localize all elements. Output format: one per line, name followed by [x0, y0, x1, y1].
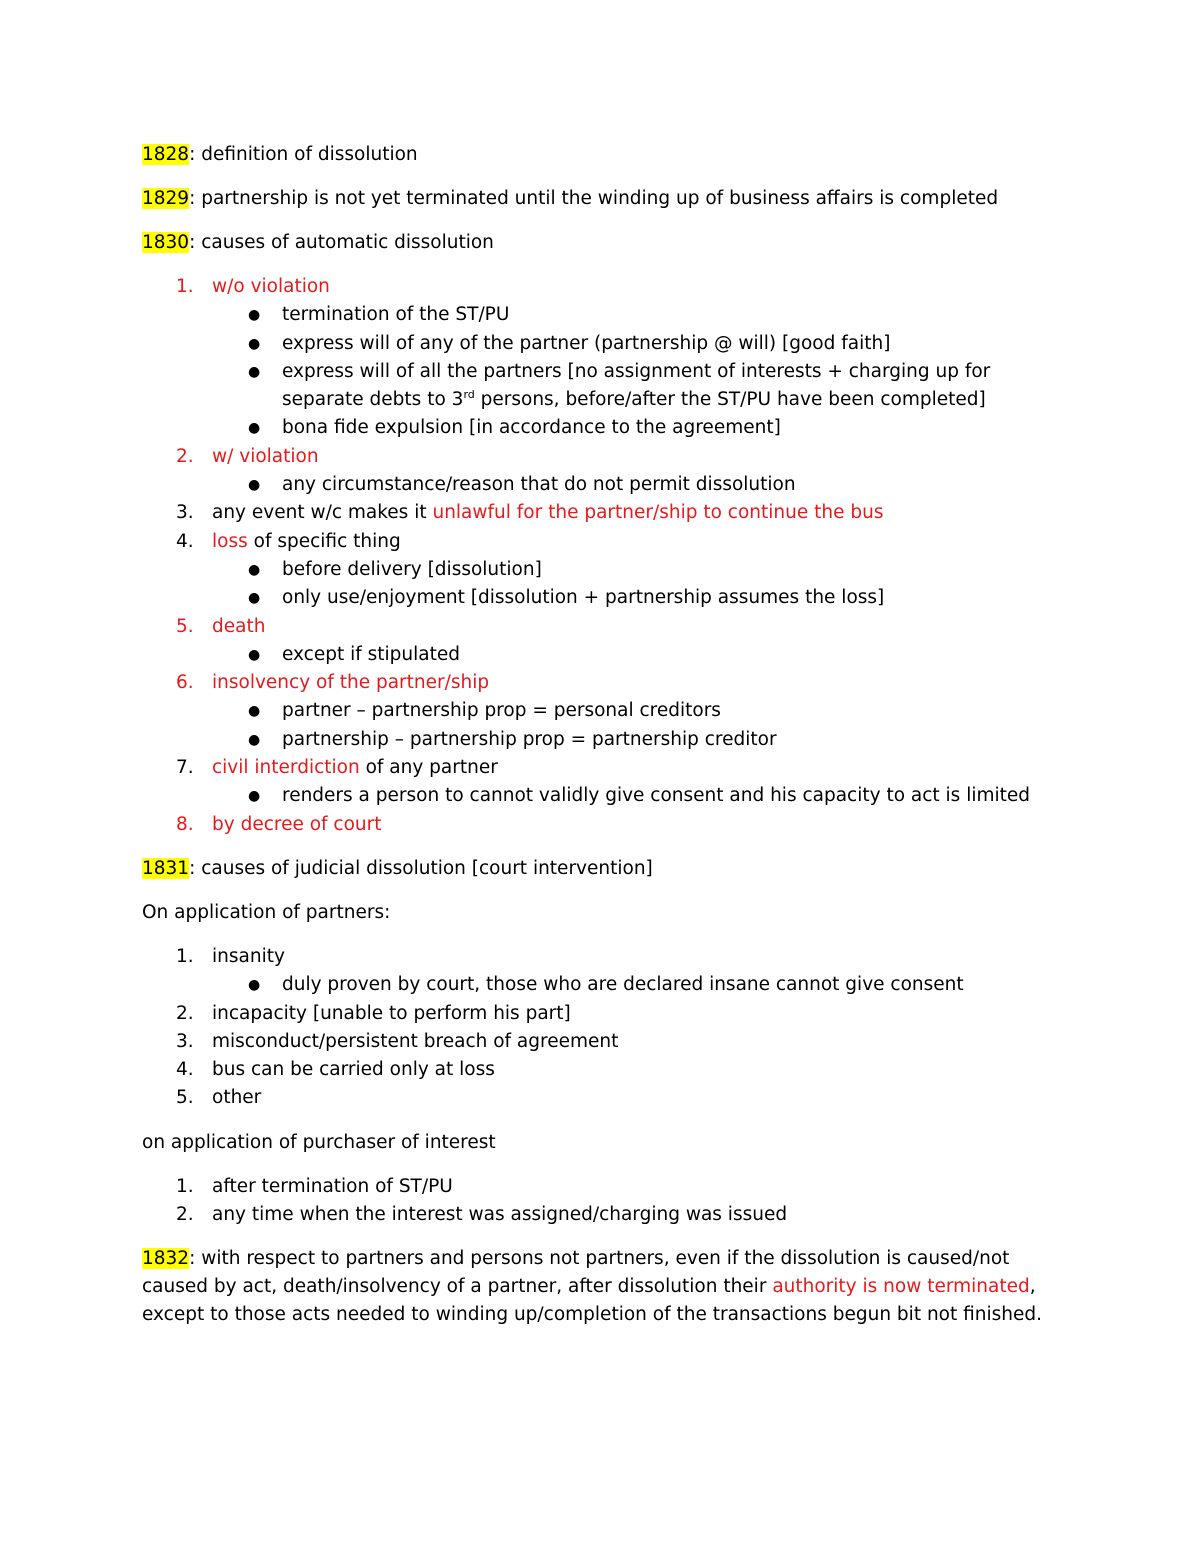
bullet-item: ● bona fide expulsion [in accordance to the agreement]	[212, 414, 1062, 442]
item-text: of specific thing	[247, 530, 401, 552]
item-number: 3.	[176, 502, 194, 524]
bullet-list	[212, 697, 1062, 754]
article-text: : causes of automatic dissolution	[189, 232, 494, 253]
list-item	[142, 499, 1062, 527]
article-number: 1831	[142, 857, 190, 879]
bullet-list	[212, 471, 1062, 499]
bullet-icon: ●	[248, 561, 261, 578]
item-text: after termination of ST/PU	[212, 1175, 453, 1197]
item-number: 3.	[176, 1030, 194, 1052]
bullet-item: ● except if stipulated	[212, 641, 1062, 669]
list-item	[142, 1028, 1062, 1056]
bullet-item: ● termination of the ST/PU	[212, 301, 1062, 329]
article-text: , except to those acts needed to winding up/completion of the transactions begun bit not finished.	[142, 1276, 1043, 1326]
list-item	[142, 1000, 1062, 1028]
superscript: rd	[463, 388, 475, 402]
bullet-list	[212, 971, 1062, 999]
bullet-icon: ●	[248, 477, 261, 494]
bullet-icon: ●	[248, 363, 261, 380]
item-number: 5.	[176, 1087, 194, 1109]
list-item	[142, 1056, 1062, 1084]
bullet-icon: ●	[248, 307, 261, 324]
list-item	[142, 613, 1062, 670]
bullet-item: ● partner – partnership prop = personal creditors	[212, 697, 1062, 725]
bullet-list	[212, 556, 1062, 613]
list-item	[142, 443, 1062, 500]
item-number: 1.	[176, 276, 194, 297]
article-number: 1832	[142, 1248, 190, 1270]
article-text: : causes of judicial dissolution [court intervention]	[189, 857, 653, 879]
item-number: 4.	[176, 530, 194, 552]
article-1831	[142, 855, 1062, 883]
bullet-list	[212, 782, 1062, 810]
bullet-icon: ●	[248, 590, 261, 607]
article-text: : partnership is not yet terminated until the winding up of business affairs is completed	[189, 188, 999, 209]
item-title: insolvency of the partner/ship	[212, 672, 490, 694]
item-number: 5.	[176, 615, 194, 637]
bullet-list	[212, 641, 1062, 669]
bullet-icon: ●	[248, 420, 261, 437]
item-text: other	[212, 1087, 262, 1109]
item-text: incapacity [unable to perform his part]	[212, 1002, 571, 1024]
item-text: insanity	[212, 945, 285, 967]
section-heading: On application of partners:	[142, 901, 391, 923]
list-item	[142, 943, 1062, 1000]
item-number: 1.	[176, 945, 194, 967]
item-number: 7.	[176, 757, 194, 779]
article-1829	[142, 185, 1062, 213]
item-emphasis: civil interdiction	[212, 757, 360, 779]
item-title: by decree of court	[212, 813, 382, 835]
article-number: 1829	[142, 188, 190, 209]
item-number: 2.	[176, 445, 194, 467]
bullet-icon: ●	[248, 977, 261, 994]
bullet-item: ● before delivery [dissolution]	[212, 556, 1062, 584]
article-text: : definition of dissolution	[189, 144, 418, 165]
item-text: bus can be carried only at loss	[212, 1059, 495, 1081]
item-number: 6.	[176, 672, 194, 694]
article-number: 1828	[142, 144, 190, 165]
section-heading: on application of purchaser of interest	[142, 1131, 496, 1153]
bullet-icon: ●	[248, 646, 261, 663]
list-item	[142, 669, 1062, 754]
list-item	[142, 273, 1062, 443]
item-title: w/o violation	[212, 276, 330, 297]
bullet-icon: ●	[248, 788, 261, 805]
article-number: 1830	[142, 232, 190, 253]
item-number: 8.	[176, 813, 194, 835]
bullet-icon: ●	[248, 703, 261, 720]
list-item	[142, 1173, 1062, 1201]
item-emphasis: loss	[212, 530, 248, 552]
article-emphasis: authority is now terminated	[772, 1276, 1030, 1298]
bullet-item: ● renders a person to cannot validly give consent and his capacity to act is limited	[212, 782, 1062, 810]
article-1832	[142, 1245, 1062, 1329]
partners-application-list	[142, 943, 1062, 1113]
item-number: 2.	[176, 1204, 194, 1226]
document-body	[142, 141, 1062, 1345]
article-text: : with respect to partners and persons not partners, even if the dissolution is caused/not caused by act, death/insolvency of a partner, after dissolution their	[142, 1248, 1010, 1298]
list-item	[142, 754, 1062, 811]
purchaser-application-list	[142, 1173, 1062, 1230]
item-title: w/ violation	[212, 445, 319, 467]
item-text: of any partner	[359, 757, 498, 779]
item-number: 1.	[176, 1175, 194, 1197]
list-item	[142, 1084, 1062, 1112]
bullet-item: ● express will of all the partners [no assignment of interests + charging up for separate debts to 3rd persons, before/after the ST/PU have been completed]	[212, 358, 1062, 415]
item-text: any time when the interest was assigned/charging was issued	[212, 1204, 788, 1226]
bullet-icon: ●	[248, 335, 261, 352]
list-item	[142, 528, 1062, 613]
automatic-dissolution-list	[142, 273, 1062, 839]
article-1830	[142, 229, 1062, 257]
bullet-item: ● express will of any of the partner (partnership @ will) [good faith]	[212, 330, 1062, 358]
item-number: 2.	[176, 1002, 194, 1024]
list-item	[142, 1201, 1062, 1229]
bullet-item: ● partnership – partnership prop = partnership creditor	[212, 726, 1062, 754]
bullet-list	[212, 301, 1062, 442]
bullet-icon: ●	[248, 731, 261, 748]
bullet-item: ● duly proven by court, those who are declared insane cannot give consent	[212, 971, 1062, 999]
item-number: 4.	[176, 1059, 194, 1081]
item-text: any event w/c makes it	[212, 502, 433, 524]
item-title: death	[212, 615, 266, 637]
bullet-item: ● any circumstance/reason that do not permit dissolution	[212, 471, 1062, 499]
list-item	[142, 811, 1062, 839]
article-1828	[142, 141, 1062, 169]
item-text: misconduct/persistent breach of agreement	[212, 1030, 619, 1052]
item-emphasis: unlawful for the partner/ship to continue the bus	[432, 502, 884, 524]
bullet-item: ● only use/enjoyment [dissolution + partnership assumes the loss]	[212, 584, 1062, 612]
